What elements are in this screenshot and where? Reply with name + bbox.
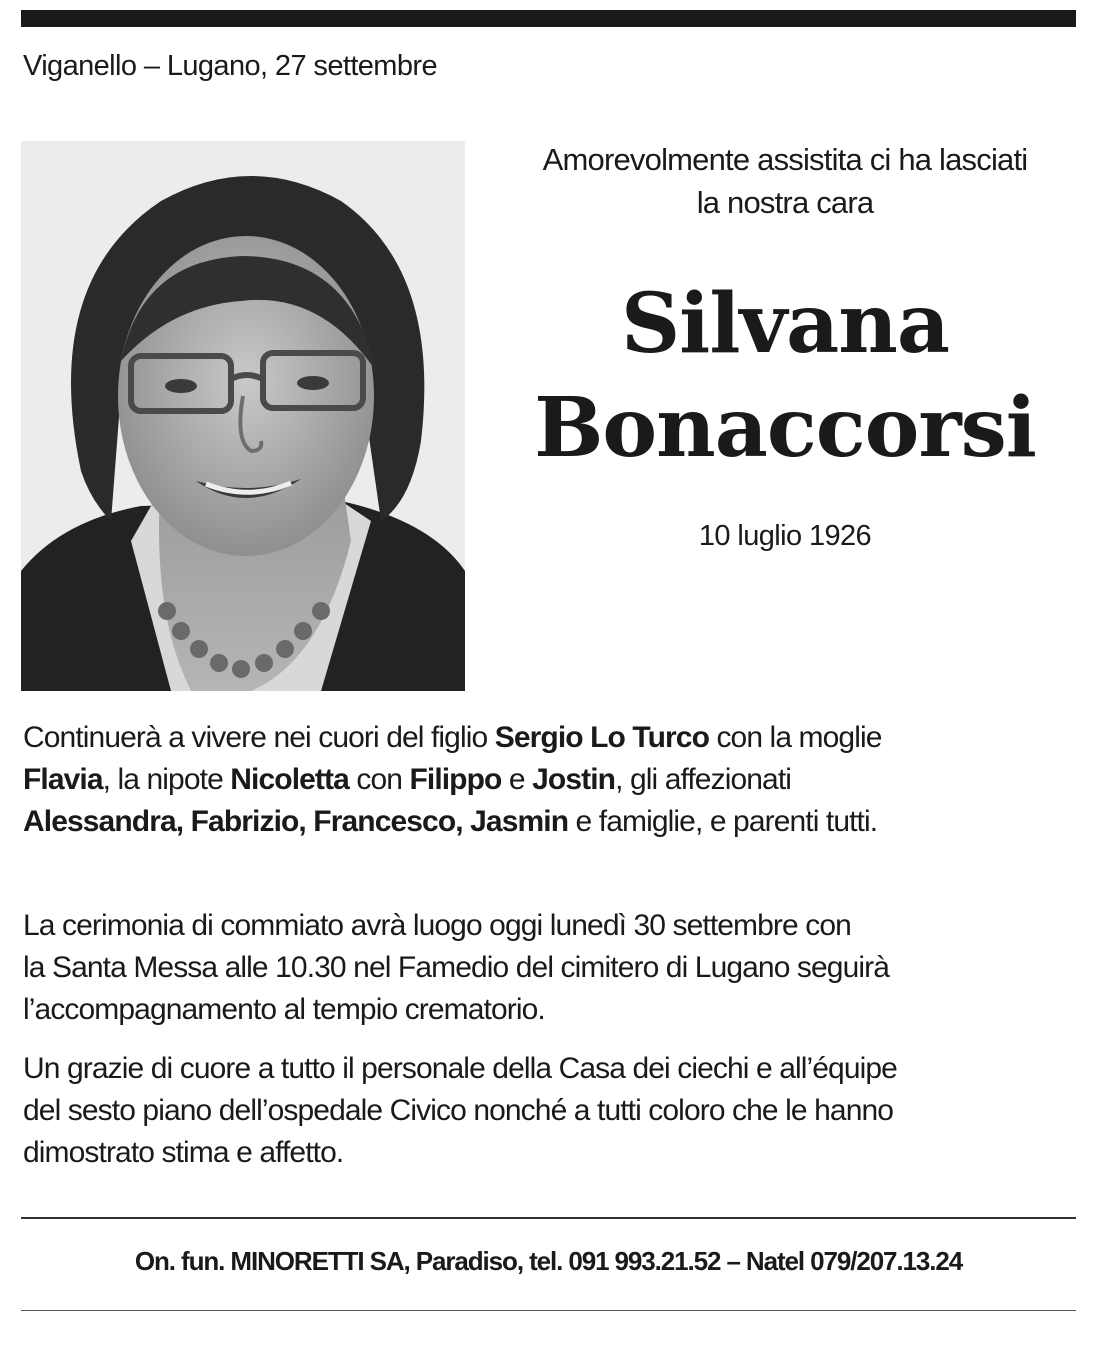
text-span: , gli affezionati: [615, 763, 792, 796]
mourner-name: Sergio Lo Turco: [494, 721, 710, 754]
mourners-paragraph: [23, 717, 1083, 843]
intro-line: Amorevolmente assistita ci ha lasciati: [542, 142, 1028, 177]
deceased-last-name: Bonaccorsi: [534, 380, 1036, 476]
text-line: dimostrato stima e affetto.: [23, 1136, 344, 1169]
text-line: [23, 759, 1083, 801]
divider: [21, 1217, 1076, 1219]
mourner-name: Flavia: [23, 763, 103, 796]
top-rule: [21, 10, 1076, 27]
divider: [21, 1310, 1076, 1311]
birth-date: 10 luglio 1926: [698, 520, 872, 552]
text-span: Continuerà a vivere nei cuori del figlio: [23, 721, 495, 754]
place-date: Viganello – Lugano, 27 settembre: [23, 50, 437, 82]
deceased-name: [480, 272, 1090, 480]
mourner-name: Nicoletta: [230, 763, 349, 796]
text-line: [23, 801, 1083, 843]
text-line: Un grazie di cuore a tutto il personale della Casa dei ciechi e all’équipe: [23, 1052, 897, 1085]
text-span: con: [348, 763, 410, 796]
mourner-name: Jostin: [532, 763, 616, 796]
intro-line: la nostra cara: [696, 185, 874, 220]
text-line: la Santa Messa alle 10.30 nel Famedio del cimitero di Lugano seguirà: [23, 951, 890, 984]
text-span: con la moglie: [709, 721, 882, 754]
text-span: e: [501, 763, 533, 796]
thanks-paragraph: [23, 1048, 1083, 1174]
portrait-photo: [21, 141, 465, 691]
text-line: l’accompagnamento al tempio crematorio.: [23, 993, 545, 1026]
mourner-name: Alessandra, Fabrizio, Francesco, Jasmin: [23, 805, 569, 838]
mourner-name: Filippo: [409, 763, 502, 796]
text-span: e famiglie, e parenti tutti.: [568, 805, 878, 838]
text-line: del sesto piano dell’ospedale Civico nonché a tutti coloro che le hanno: [23, 1094, 894, 1127]
intro-text: [480, 138, 1090, 224]
text-line: La cerimonia di commiato avrà luogo oggi lunedì 30 settembre con: [23, 909, 851, 942]
ceremony-paragraph: [23, 905, 1083, 1031]
funeral-home-contact: On. fun. MINORETTI SA, Paradiso, tel. 091 993.21.52 – Natel 079/207.13.24: [134, 1246, 963, 1276]
text-span: , la nipote: [102, 763, 231, 796]
deceased-first-name: Silvana: [620, 276, 950, 372]
text-line: [23, 717, 1083, 759]
portrait-illustration: [21, 141, 465, 691]
